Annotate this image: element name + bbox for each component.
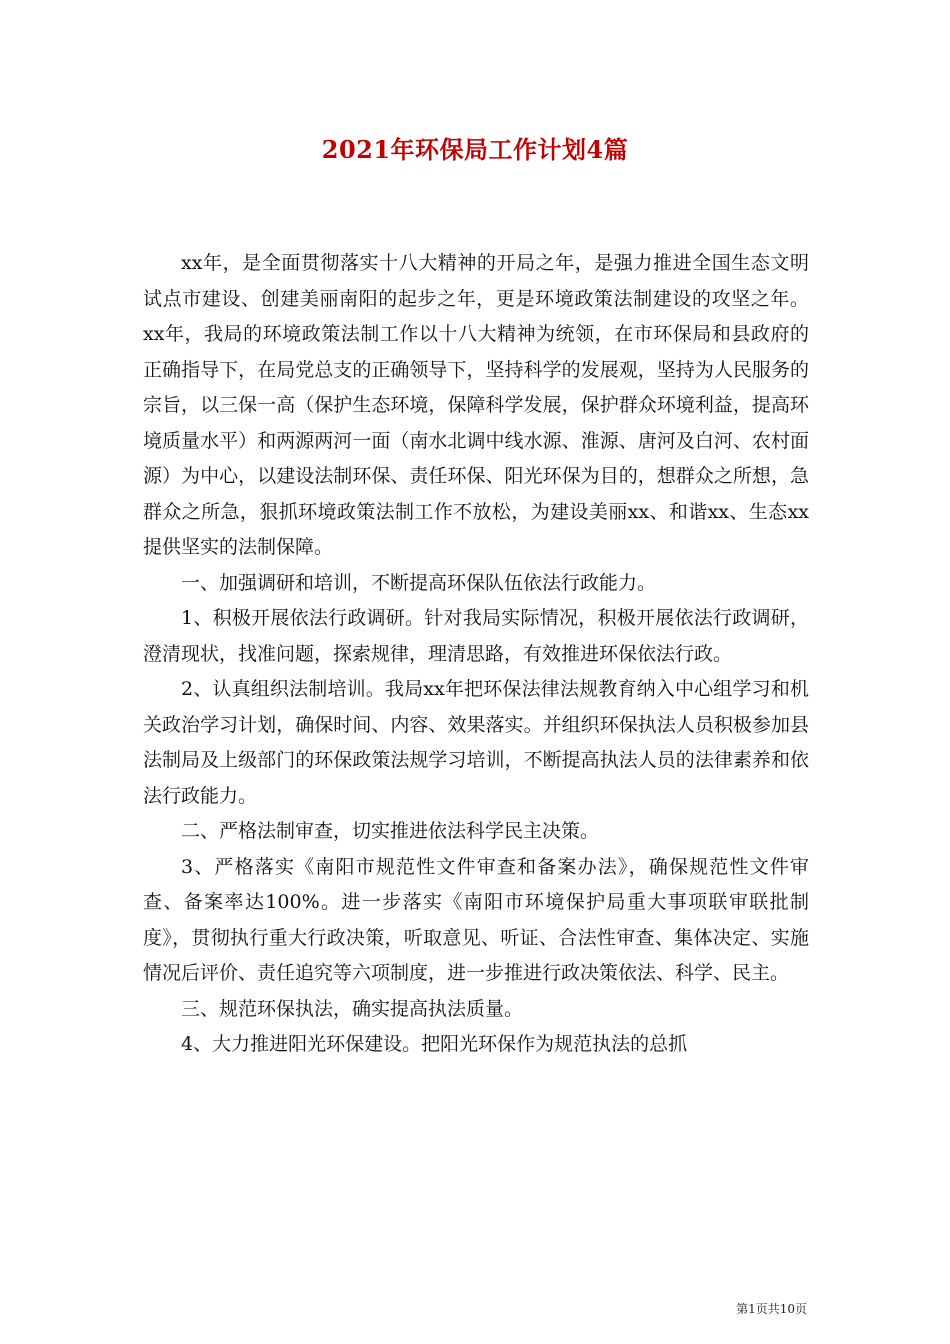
paragraph: 2、认真组织法制培训。我局xx年把环保法律法规教育纳入中心组学习和机关政治学习计划，确保时间、内容、效果落实。并组织环保执法人员积极参加县法制局及上级部门的环保政策法规学习培训，不断提高执法人员的法律素养和依法行政能力。 — [143, 678, 809, 807]
paragraph: 4、大力推进阳光环保建设。把阳光环保作为规范执法的总抓 — [181, 1033, 688, 1055]
paragraph: 1、积极开展依法行政调研。针对我局实际情况，积极开展依法行政调研，澄清现状，找准问题，探索规律，理清思路，有效推进环保依法行政。 — [143, 607, 809, 665]
section-heading: 二、严格法制审查，切实推进依法科学民主决策。 — [181, 820, 600, 842]
paragraph: xx年，是全面贯彻落实十八大精神的开局之年，是强力推进全国生态文明试点市建设、创建美丽南阳的起步之年，更是环境政策法制建设的攻坚之年。xx年，我局的环境政策法制工作以十八大精神为统领，在市环保局和县政府的正确指导下，在局党总支的正确领导下，坚持科学的发展观，坚持为人民服务的宗旨，以三保一高（保护生态环境，保障科学发展，保护群众环境利益，提高环境质量水平）和两源两河一面（南水北调中线水源、淮源、唐河及白河、农村面源）为中心，以建设法制环保、责任环保、阳光环保为目的，想群众之所想，急群众之所急，狠抓环境政策法制工作不放松，为建设美丽xx、和谐xx、生态xx提供坚实的法制保障。 — [143, 252, 809, 558]
section-heading: 一、加强调研和培训，不断提高环保队伍依法行政能力。 — [181, 571, 657, 594]
paragraph: 3、严格落实《南阳市规范性文件审查和备案办法》，确保规范性文件审查、备案率达100%。进一步落实《南阳市环境保护局重大事项联审联批制度》，贯彻执行重大行政决策，听取意见、听证、合法性审查、集体决定、实施情况后评价、责任追究等六项制度，进一步推进行政决策依法、科学、民主。 — [143, 855, 809, 984]
section-heading: 三、规范环保执法，确实提高执法质量。 — [181, 997, 524, 1020]
document-title: 2021年环保局工作计划4篇 — [321, 135, 629, 164]
page-number: 第1页共10页 — [736, 1302, 807, 1316]
document-body — [143, 246, 809, 1063]
